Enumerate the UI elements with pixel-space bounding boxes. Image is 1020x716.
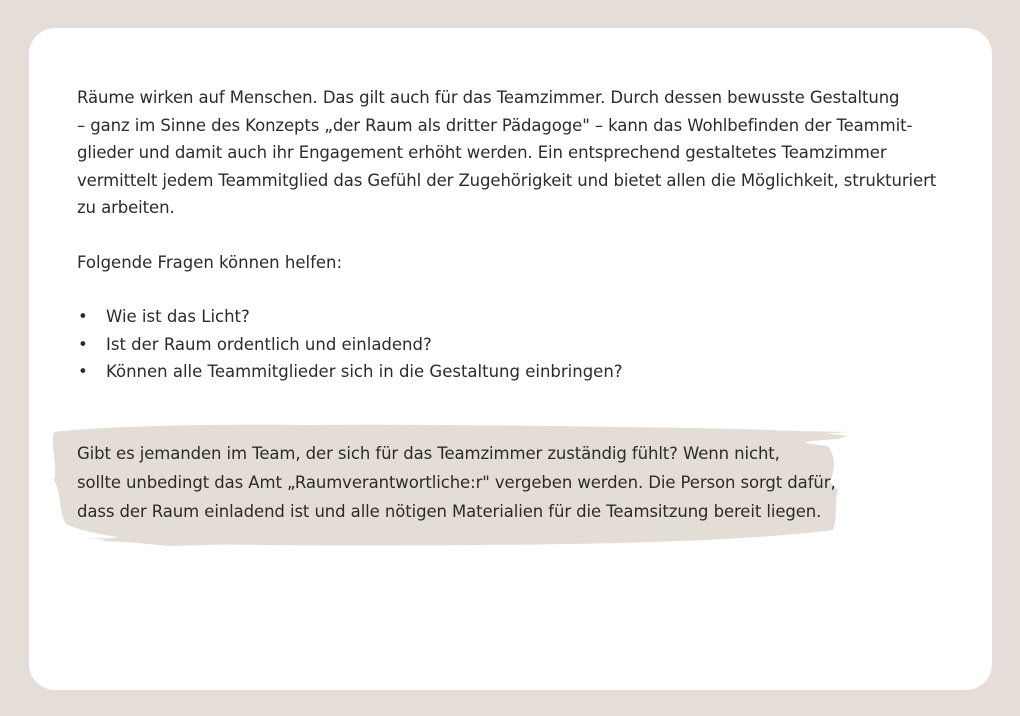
list-item-text: Wie ist das Licht? bbox=[106, 307, 250, 326]
note-line: sollte unbedingt das Amt „Raumverantwortliche:r" vergeben werden. Die Person sorgt dafür, bbox=[77, 473, 836, 492]
intro-line: vermittelt jedem Teammitglied das Gefühl der Zugehörigkeit und bietet allen die Möglichkeit, strukturiert bbox=[77, 170, 937, 190]
note-line: dass der Raum einladend ist und alle nötigen Materialien für die Teamsitzung bereit liegen. bbox=[77, 502, 822, 521]
intro-line: – ganz im Sinne des Konzepts „der Raum als dritter Pädagoge" – kann das Wohlbefinden der Teammit- bbox=[77, 115, 913, 135]
intro-line: Räume wirken auf Menschen. Das gilt auch für das Teamzimmer. Durch dessen bewusste Gestaltung bbox=[77, 88, 900, 107]
note-line: Gibt es jemanden im Team, der sich für das Teamzimmer zuständig fühlt? Wenn nicht, bbox=[77, 444, 780, 463]
list-item bbox=[77, 358, 623, 386]
list-item-text: Ist der Raum ordentlich und einladend? bbox=[106, 334, 432, 354]
intro-line: zu arbeiten. bbox=[77, 198, 175, 217]
intro-line: glieder und damit auch ihr Engagement erhöht werden. Ein entsprechend gestaltetes Teamzimmer bbox=[77, 143, 887, 162]
list-item bbox=[77, 331, 623, 359]
questions-label: Folgende Fragen können helfen: bbox=[77, 253, 343, 272]
list-item-text: Können alle Teammitglieder sich in die Gestaltung einbringen? bbox=[106, 362, 623, 381]
bullet-icon: • bbox=[78, 362, 88, 381]
intro-paragraph bbox=[77, 84, 957, 222]
questions-list bbox=[77, 303, 623, 386]
bullet-icon: • bbox=[78, 334, 88, 354]
bullet-icon: • bbox=[78, 307, 88, 326]
note-paragraph bbox=[77, 439, 857, 526]
list-item bbox=[77, 303, 623, 331]
